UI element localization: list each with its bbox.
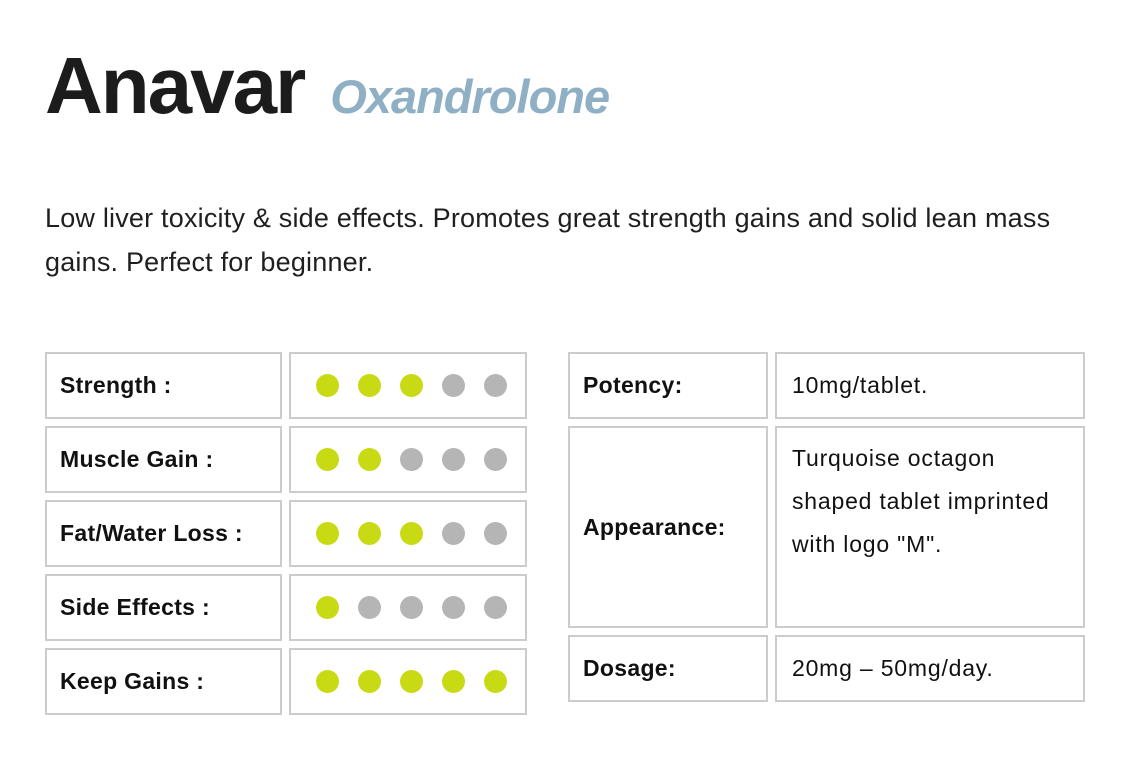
rating-dot-empty <box>400 448 423 471</box>
rating-dot-filled <box>358 522 381 545</box>
rating-dot-empty <box>442 448 465 471</box>
rating-dot-filled <box>484 670 507 693</box>
rating-label-side-effects: Side Effects : <box>45 574 282 641</box>
rating-dot-empty <box>484 448 507 471</box>
rating-dots-keep-gains <box>289 648 527 715</box>
rating-dots-strength <box>289 352 527 419</box>
detail-value-potency: 10mg/tablet. <box>775 352 1085 419</box>
rating-label-strength: Strength : <box>45 352 282 419</box>
rating-dot-filled <box>358 670 381 693</box>
rating-dot-empty <box>484 596 507 619</box>
product-description: Low liver toxicity & side effects. Promotes great strength gains and solid lean mass gains. Perfect for beginner. <box>45 203 1051 277</box>
rating-dot-empty <box>358 596 381 619</box>
rating-label-fat-water-loss: Fat/Water Loss : <box>45 500 282 567</box>
rating-dot-empty <box>442 374 465 397</box>
rating-dot-empty <box>400 596 423 619</box>
rating-label-muscle-gain: Muscle Gain : <box>45 426 282 493</box>
rating-dot-filled <box>316 522 339 545</box>
rating-dot-filled <box>316 670 339 693</box>
rating-dot-filled <box>400 374 423 397</box>
rating-dot-filled <box>358 374 381 397</box>
product-subtitle: Oxandrolone <box>330 70 610 123</box>
rating-dots-muscle-gain <box>289 426 527 493</box>
detail-value-appearance: Turquoise octagon shaped tablet imprinted with logo "M". <box>775 426 1085 628</box>
rating-dot-empty <box>484 522 507 545</box>
product-title: Anavar <box>45 41 305 130</box>
rating-dot-filled <box>316 596 339 619</box>
detail-label-potency: Potency: <box>568 352 768 419</box>
rating-dot-filled <box>442 670 465 693</box>
rating-dots-side-effects <box>289 574 527 641</box>
rating-dot-filled <box>400 670 423 693</box>
rating-label-keep-gains: Keep Gains : <box>45 648 282 715</box>
detail-label-appearance: Appearance: <box>568 426 768 628</box>
rating-dot-filled <box>400 522 423 545</box>
rating-dot-filled <box>316 374 339 397</box>
rating-dot-filled <box>316 448 339 471</box>
ratings-table <box>45 352 527 715</box>
rating-dots-fat-water-loss <box>289 500 527 567</box>
details-table <box>568 352 1085 715</box>
rating-dot-empty <box>484 374 507 397</box>
rating-dot-filled <box>358 448 381 471</box>
page-header <box>45 41 1129 130</box>
rating-dot-empty <box>442 522 465 545</box>
rating-dot-empty <box>442 596 465 619</box>
detail-label-dosage: Dosage: <box>568 635 768 702</box>
info-tables <box>45 352 1129 715</box>
detail-value-dosage: 20mg – 50mg/day. <box>775 635 1085 702</box>
